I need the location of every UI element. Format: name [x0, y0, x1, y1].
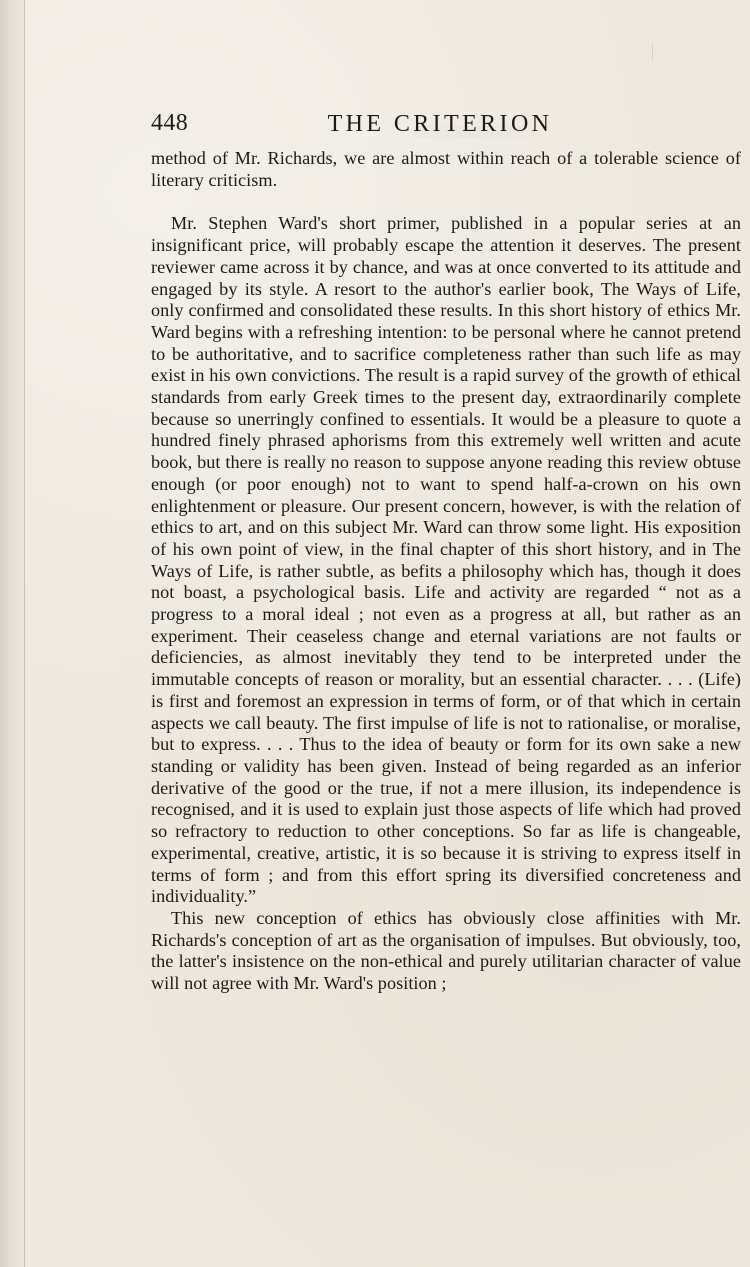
paper-mark	[652, 44, 653, 60]
paragraph: This new conception of ethics has obviously close affinities with Mr. Richards's conception of art as the organisation of impulses. But obviously, too, the latter's insistence on the non-ethical and purely utilitarian character of value will not agree with Mr. Ward's position ;	[151, 907, 741, 994]
page-number: 448	[151, 110, 189, 136]
body-text	[151, 148, 741, 995]
paragraph-gap	[151, 191, 741, 213]
running-title: THE CRITERION	[327, 111, 553, 137]
paragraph: method of Mr. Richards, we are almost within reach of a tolerable science of literary criticism.	[151, 148, 741, 190]
page-header	[151, 108, 741, 142]
paragraph: Mr. Stephen Ward's short primer, published in a popular series at an insignificant price, will probably escape the attention it deserves. The present reviewer came across it by chance, and was at once converted to its attitude and engaged by its style. A resort to the author's earlier book, The Ways of Life, only confirmed and consolidated these results. In this short history of ethics Mr. Ward begins with a refreshing intention: to be personal where he cannot pretend to be authoritative, and to sacrifice completeness rather than such life as may exist in his own convictions. The result is a rapid survey of the growth of ethical standards from early Greek times to the present day, extraordinarily complete because so unerringly confined to essentials. It would be a pleasure to quote a hundred finely phrased aphorisms from this extremely well written and acute book, but there is really no reason to suppose anyone reading this review obtuse enough (or poor enough) not to want to spend half-a-crown on his own enlightenment or pleasure. Our present concern, however, is with the relation of ethics to art, and on this subject Mr. Ward can throw some light. His exposition of his own point of view, in the final chapter of this short history, and in The Ways of Life, is rather subtle, as befits a philosophy which has, though it does not boast, a psychological basis. Life and activity are regarded “ not as a progress to a moral ideal ; not even as a progress at all, but rather as an experiment. Their ceaseless change and eternal variations are not faults or deficiencies, as almost inevitably they tend to be interpreted under the immutable concepts of reason or morality, but an essential character. . . . (Life) is first and foremost an expression in terms of form, or of that which in certain aspects we call beauty. The first impulse of life is not to rationalise, or moralise, but to express. . . . Thus to the idea of beauty or form for its own sake a new standing or validity has been given. Instead of being regarded as an inferior derivative of the good or the true, if not a mere illusion, its independence is recognised, and it is used to explain just those aspects of life which had proved so refractory to reduction to other conceptions. So far as life is changeable, experimental, creative, artistic, it is so because it is striving to express itself in terms of form ; and from this effort spring its diversified concreteness and individuality.”	[151, 213, 741, 907]
binding-edge	[0, 0, 25, 1267]
